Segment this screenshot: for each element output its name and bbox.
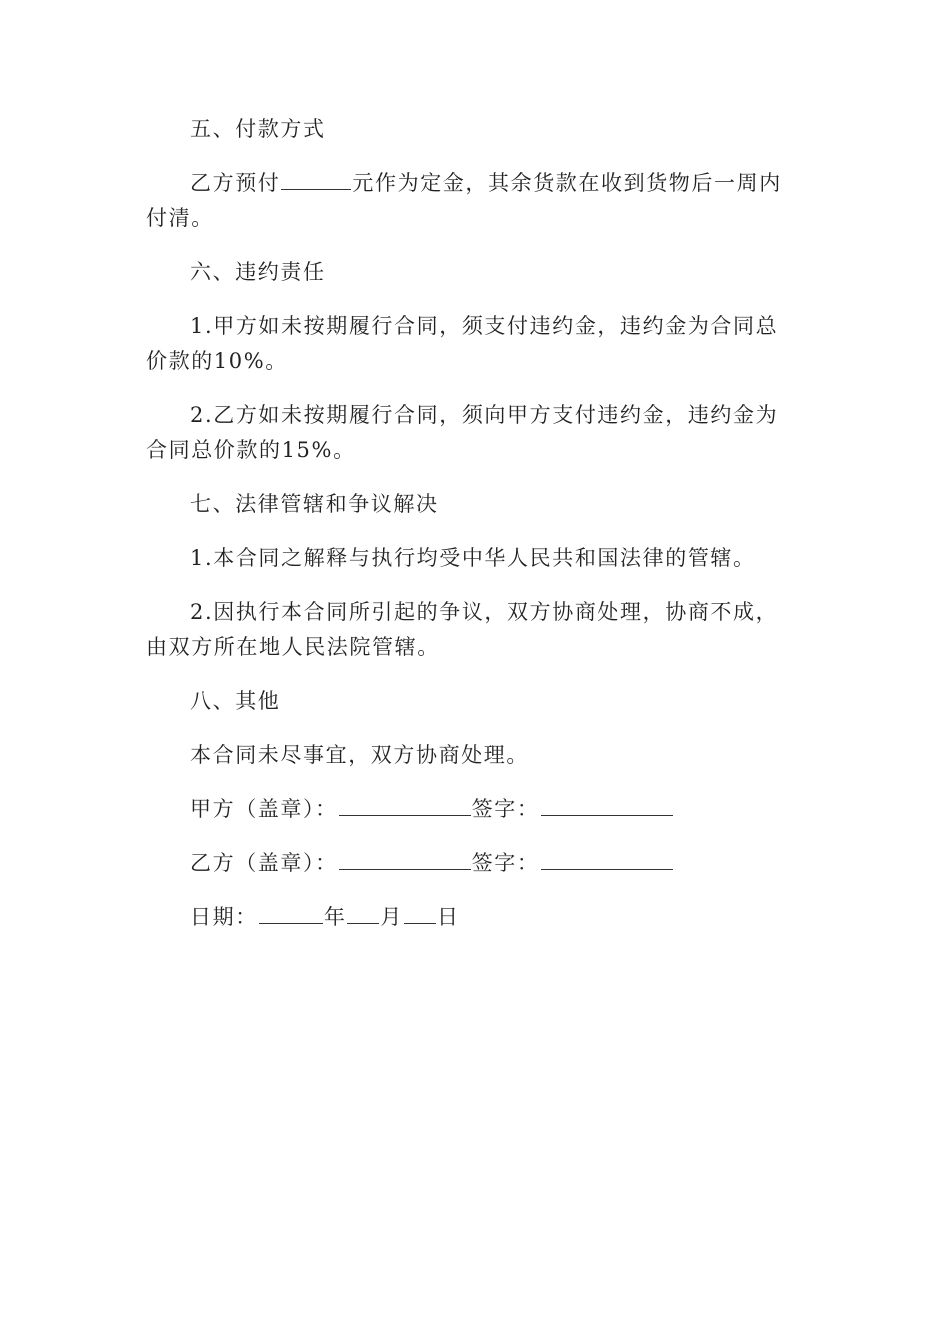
party-a-label: 甲方（盖章）： [190, 797, 338, 821]
party-a-signature-line [146, 792, 794, 827]
section-heading-liability: 六、违约责任 [190, 260, 326, 284]
date-line [146, 900, 794, 935]
party-b-seal-blank [339, 847, 471, 870]
jurisdiction-item-1: 1.本合同之解释与执行均受中华人民共和国法律的管辖。 [190, 546, 756, 570]
party-a-sign-label: 签字： [471, 797, 540, 821]
date-label: 日期： [190, 905, 258, 929]
party-b-label: 乙方（盖章）： [190, 851, 338, 875]
liability-item-1: 1.甲方如未按期履行合同，须支付违约金，违约金为合同总价款的10%。 [146, 314, 779, 373]
other-paragraph: 本合同未尽事宜，双方协商处理。 [190, 743, 529, 767]
document-body [146, 112, 794, 954]
section-heading-jurisdiction: 七、法律管辖和争议解决 [190, 492, 439, 516]
day-label: 日 [437, 905, 460, 929]
section-heading-other: 八、其他 [190, 689, 281, 713]
year-label: 年 [323, 905, 347, 929]
section-heading-payment: 五、付款方式 [190, 117, 326, 141]
payment-text-after: 元作为定金，其余货款在收到货物后一周内付清。 [146, 171, 782, 230]
party-a-sign-blank [541, 793, 673, 816]
month-blank [347, 901, 379, 924]
payment-text-before: 乙方预付 [190, 171, 281, 195]
party-b-sign-label: 签字： [471, 851, 540, 875]
party-b-signature-line [146, 846, 794, 881]
year-blank [259, 901, 323, 924]
payment-terms-paragraph [146, 166, 794, 236]
jurisdiction-item-2: 2.因执行本合同所引起的争议，双方协商处理，协商不成，由双方所在地人民法院管辖。 [146, 600, 779, 659]
party-b-sign-blank [541, 847, 673, 870]
day-blank [404, 901, 436, 924]
party-a-seal-blank [339, 793, 471, 816]
month-label: 月 [380, 905, 404, 929]
deposit-amount-blank [281, 167, 351, 190]
liability-item-2: 2.乙方如未按期履行合同，须向甲方支付违约金，违约金为合同总价款的15%。 [146, 403, 779, 462]
